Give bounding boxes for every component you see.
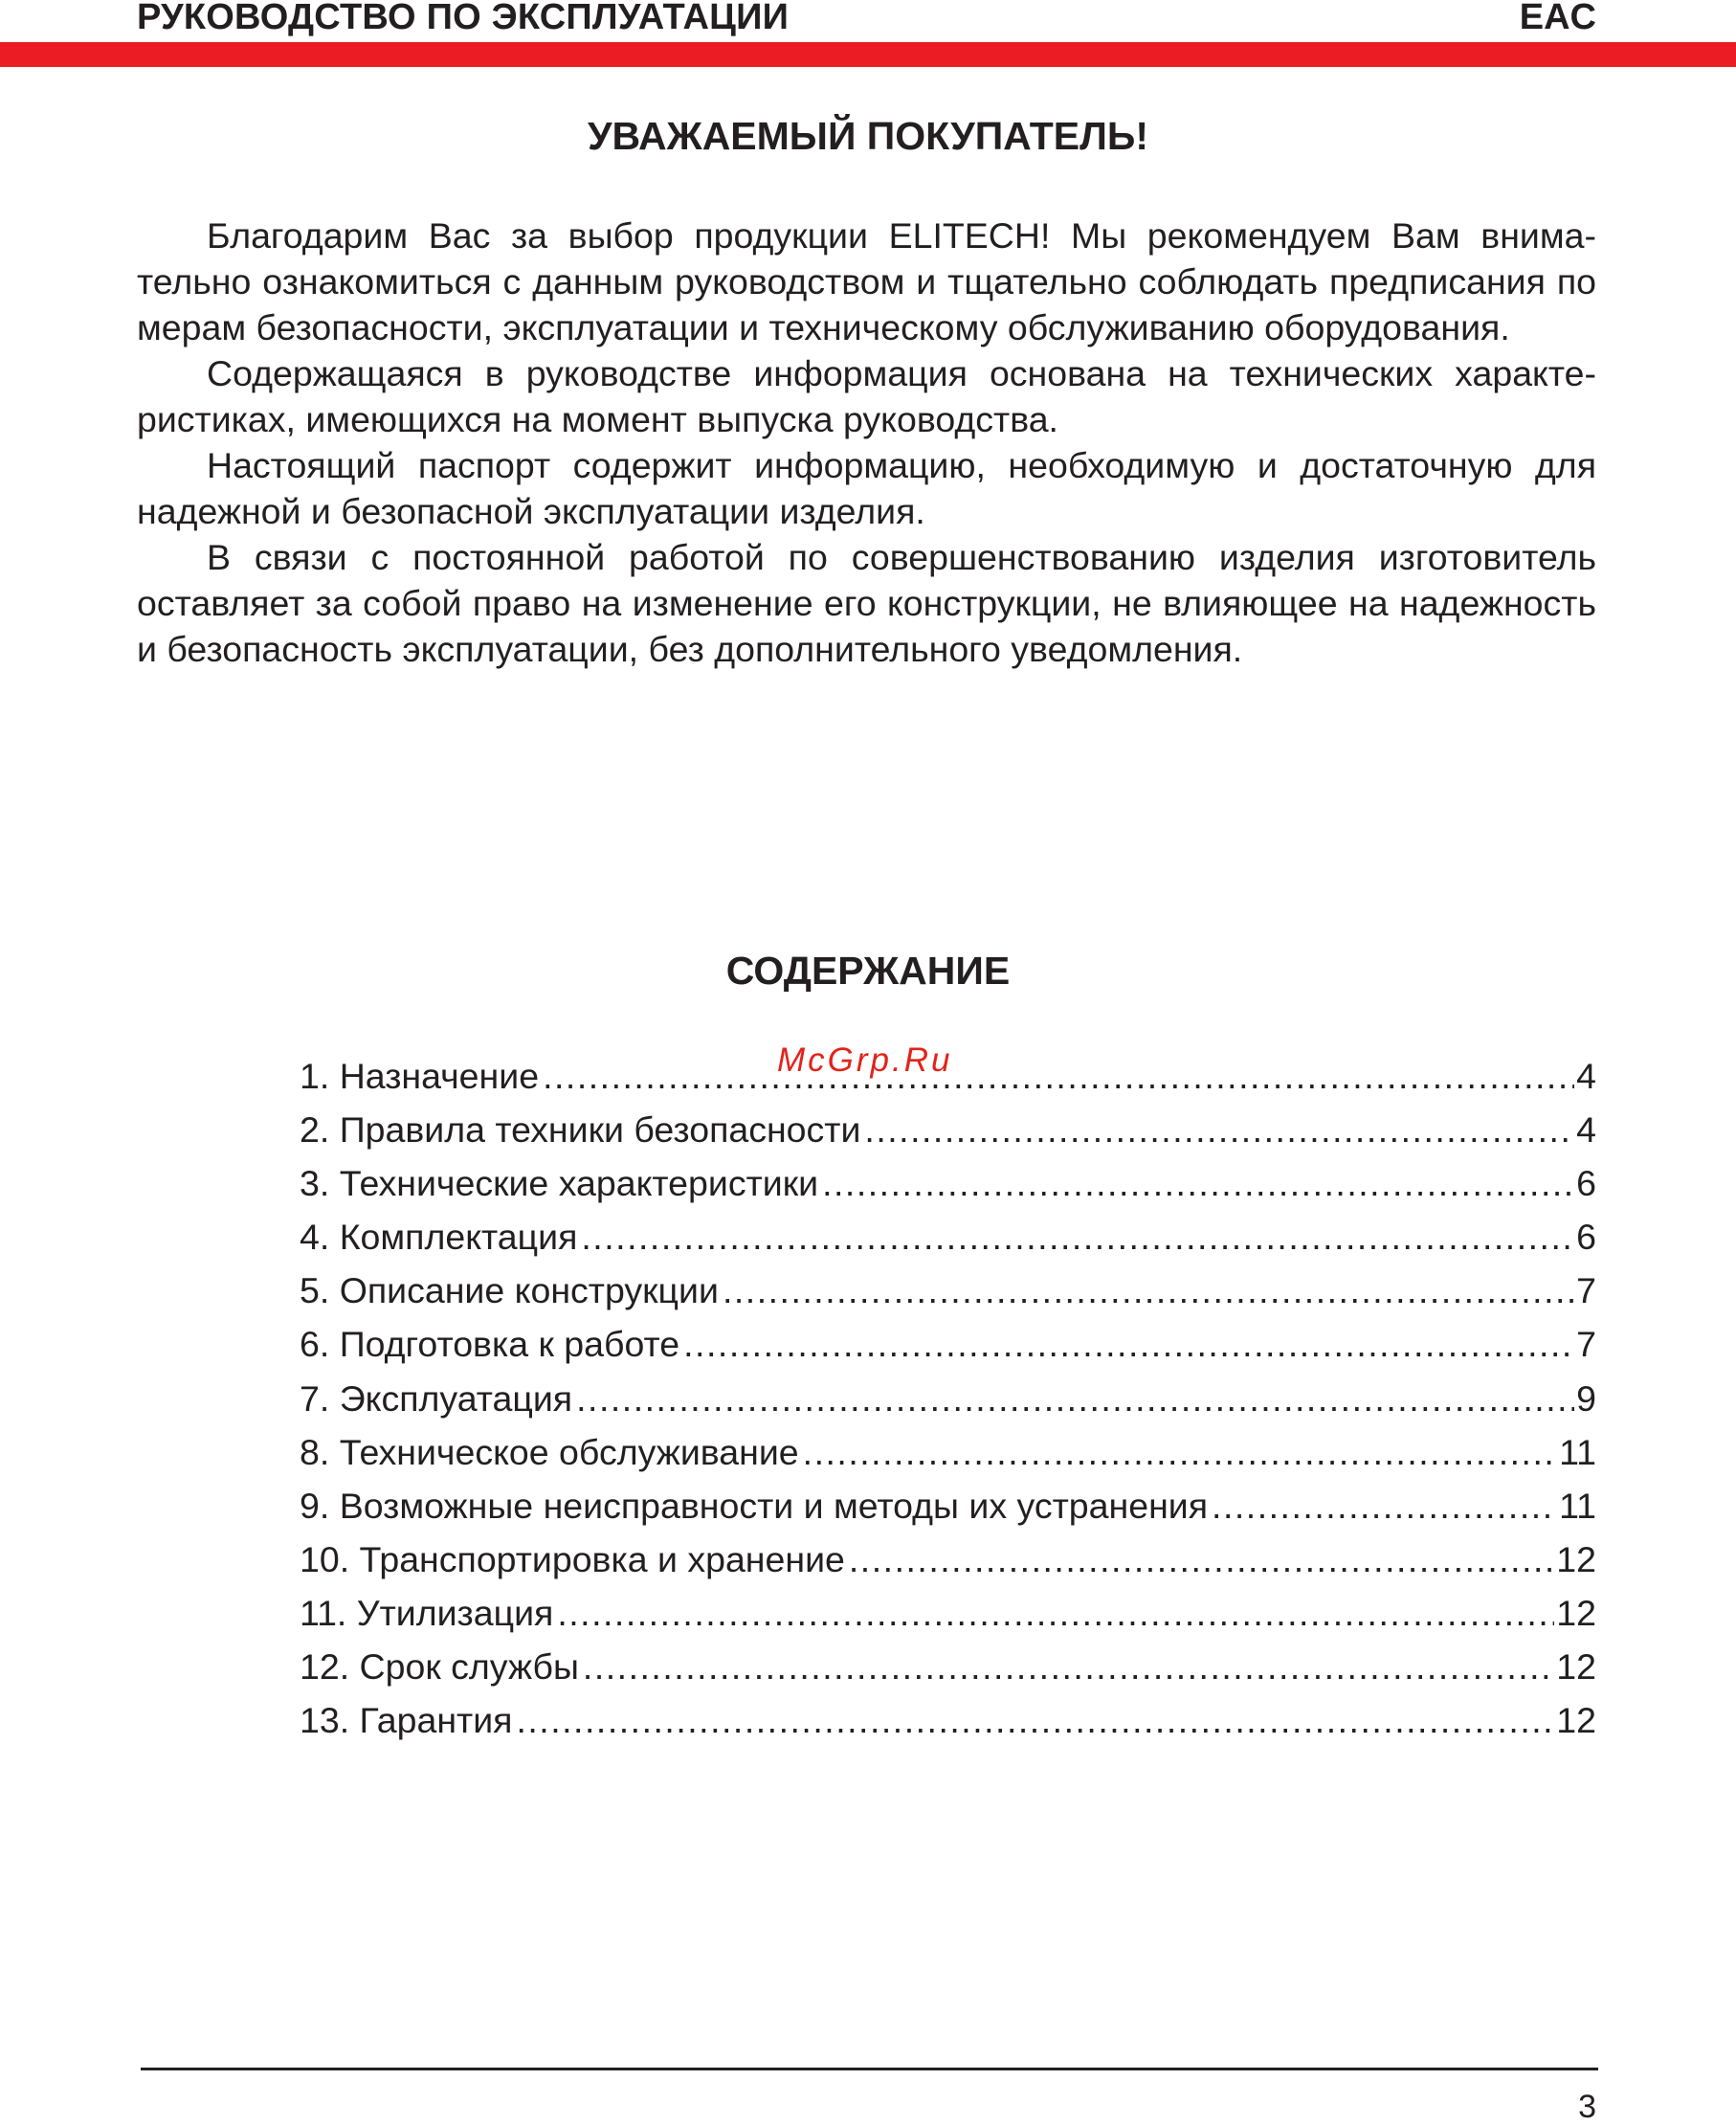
toc-item-title: 5. Описание конструкции	[300, 1270, 719, 1311]
toc-item-design-description[interactable]	[300, 1264, 1596, 1317]
toc-dot-leader	[576, 1372, 1574, 1425]
intro-paragraph: Содержащаяся в руководстве информация основана на технических характеристиках, имеющихся на момент выпуска руководства.	[137, 353, 1596, 439]
toc-item-title: 13. Гарантия	[300, 1700, 513, 1741]
toc-item-troubleshooting[interactable]	[300, 1479, 1596, 1532]
manual-title: РУКОВОДСТВО ПО ЭКСПЛУАТАЦИИ	[137, 0, 790, 37]
toc-item-page: 12	[1556, 1592, 1596, 1633]
toc-dot-leader	[516, 1693, 1554, 1747]
toc-item-page: 7	[1576, 1270, 1596, 1311]
toc-item-page: 4	[1576, 1109, 1596, 1151]
toc-item-page: 11	[1559, 1485, 1596, 1526]
toc-dot-leader	[683, 1317, 1574, 1371]
toc-item-specifications[interactable]	[300, 1156, 1596, 1210]
toc-dot-leader	[583, 1640, 1554, 1693]
intro-paragraph: Благодарим Вас за выбор продукции ELITECH! Мы рекомендуем Вам внимательно ознакомиться с данным руководством и тщательно соблюдать предписания по мерам безопасности, эксплуатации и техническому обслуживанию оборудования.	[137, 215, 1596, 347]
toc-item-title: 2. Правила техники безопасности	[300, 1109, 861, 1151]
page-number: 3	[1578, 2089, 1596, 2125]
toc-dot-leader	[849, 1532, 1554, 1586]
toc-item-page: 6	[1576, 1217, 1596, 1258]
intro-paragraph: Настоящий паспорт содержит информацию, необходимую и достаточную для надежной и безопасной эксплуатации изделия.	[137, 445, 1596, 531]
footer-divider	[141, 2068, 1598, 2070]
toc-item-warranty[interactable]	[300, 1693, 1596, 1747]
toc-item-title: 9. Возможные неисправности и методы их устранения	[300, 1485, 1209, 1526]
toc-item-service-life[interactable]	[300, 1640, 1596, 1693]
toc-dot-leader	[864, 1103, 1574, 1156]
toc-item-disposal[interactable]	[300, 1586, 1596, 1640]
toc-dot-leader	[723, 1264, 1574, 1317]
toc-item-transport-storage[interactable]	[300, 1532, 1596, 1586]
toc-item-page: 12	[1556, 1538, 1596, 1579]
intro-text	[137, 212, 1596, 672]
table-of-contents	[300, 1049, 1596, 1747]
toc-item-page: 9	[1576, 1377, 1596, 1419]
toc-item-page: 7	[1576, 1324, 1596, 1365]
toc-item-page: 6	[1576, 1163, 1596, 1204]
toc-dot-leader	[803, 1425, 1557, 1479]
toc-item-title: 12. Срок службы	[300, 1646, 579, 1688]
toc-dot-leader	[557, 1586, 1554, 1640]
toc-item-title: 6. Подготовка к работе	[300, 1324, 680, 1365]
toc-dot-leader	[1212, 1479, 1557, 1532]
greeting-heading: УВАЖАЕМЫЙ ПОКУПАТЕЛЬ!	[587, 114, 1149, 158]
toc-item-maintenance[interactable]	[300, 1425, 1596, 1479]
toc-item-safety-rules[interactable]	[300, 1103, 1596, 1156]
toc-dot-leader	[543, 1049, 1574, 1103]
toc-item-page: 11	[1559, 1431, 1596, 1472]
toc-heading: СОДЕРЖАНИЕ	[725, 949, 1011, 993]
toc-dot-leader	[581, 1210, 1574, 1264]
toc-item-operation[interactable]	[300, 1372, 1596, 1425]
toc-item-package-contents[interactable]	[300, 1210, 1596, 1264]
site-watermark: McGrp.Ru	[777, 1041, 953, 1079]
toc-item-title: 4. Комплектация	[300, 1217, 578, 1258]
eac-mark: EAC	[1519, 0, 1596, 37]
toc-item-page: 4	[1576, 1056, 1596, 1096]
header-red-band	[0, 42, 1736, 67]
toc-item-title: 8. Техническое обслуживание	[300, 1431, 799, 1472]
toc-item-title: 1. Назначение	[300, 1056, 540, 1096]
toc-item-title: 3. Технические характеристики	[300, 1163, 819, 1204]
toc-item-page: 12	[1556, 1646, 1596, 1688]
toc-item-title: 10. Транспортировка и хранение	[300, 1538, 845, 1579]
toc-item-title: 7. Эксплуатация	[300, 1377, 573, 1419]
toc-item-preparation[interactable]	[300, 1317, 1596, 1371]
toc-item-title: 11. Утилизация	[300, 1592, 554, 1633]
intro-paragraph: В связи с постоянной работой по совершенствованию изделия изготовитель оставляет за собой право на изменение его конструкции, не влияющее на надежность и безопасность эксплуатации, без дополнительного уведомления.	[137, 537, 1596, 669]
toc-item-page: 12	[1556, 1700, 1596, 1741]
toc-dot-leader	[822, 1156, 1574, 1210]
